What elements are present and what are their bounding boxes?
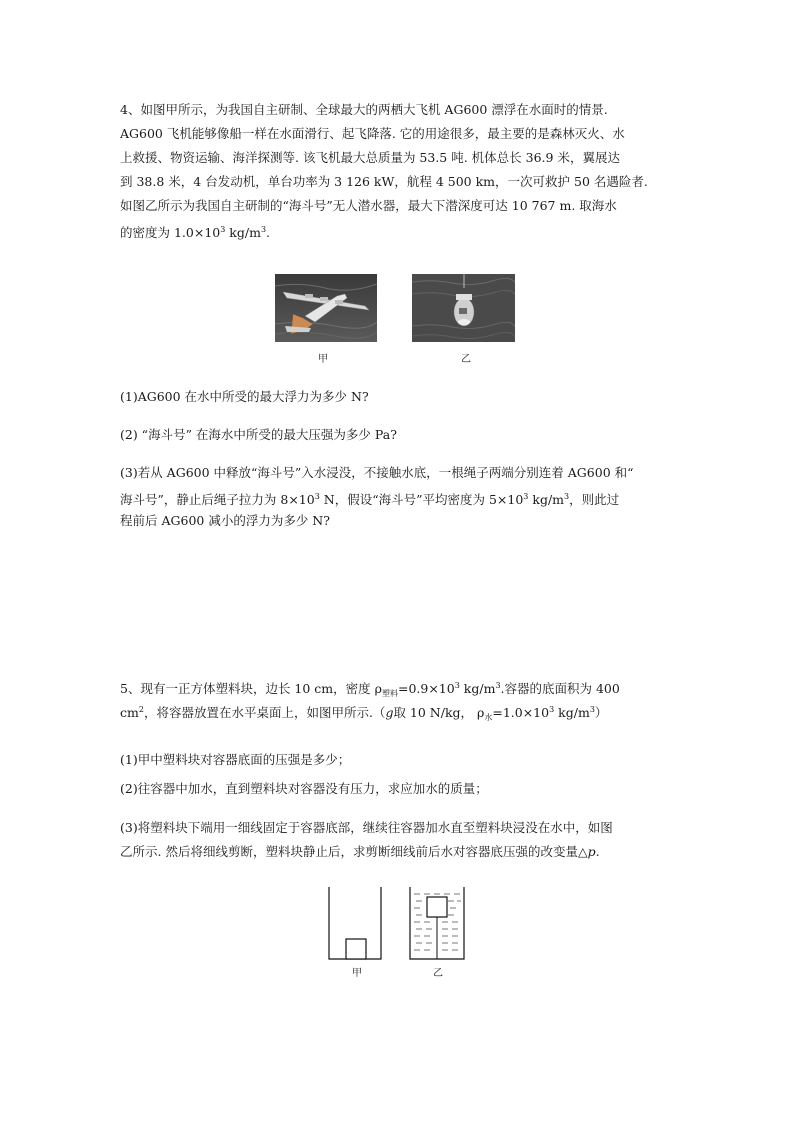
q4-sub-3-line-1: (3)若从 AG600 中释放“海斗号”入水浸没，不接触水底，一根绳子两端分别连着 AG600 和“ (120, 465, 634, 480)
q5-sub-3-line-1: (3)将塑料块下端用一细线固定于容器底部，继续往容器加水直至塑料块浸没在水中，如图 (120, 820, 613, 835)
q4-sub-3 (120, 461, 680, 533)
q5-line-2: $cm^2$，将容器放置在水平桌面上，如图甲所示.（g取 10 N/kg， $\rho_水=1.0\times 10^3$ $kg/m^3$） (120, 705, 608, 722)
caption-yi-q4: 乙 (461, 354, 471, 365)
container-figure-jia (325, 885, 385, 965)
q4-line-6: 的密度为 $1.0\times 10^3$ $kg/m^3$. (120, 225, 271, 240)
q4-line-5: 如图乙所示为我国自主研制的“海斗号”无人潜水器，最大下潜深度可达 10 767 m. 取海水 (120, 198, 617, 213)
q4-line-2: AG600 飞机能够像船一样在水面滑行、起飞降落. 它的用途很多，最主要的是森林灭火、水 (120, 126, 625, 141)
q5-sub-2: (2)往容器中加水，直到塑料块对容器没有压力，求应加水的质量； (120, 781, 488, 796)
question-5-text (120, 674, 680, 722)
q4-sub-2: (2) “海斗号” 在海水中所受的最大压强为多少 Pa? (120, 427, 397, 442)
caption-jia-q4: 甲 (318, 354, 328, 365)
caption-yi-q5: 乙 (433, 968, 443, 979)
seaplane-photo (275, 274, 377, 342)
container-figure-yi (406, 885, 468, 965)
question-4-text (120, 98, 680, 242)
q5-sub-3 (120, 816, 680, 864)
q5-line-1: 5、现有一正方体塑料块，边长 10 cm，密度 $\rho_{塑料}=0.9\times 10^3$ $kg/m^3$.容器的底面积为 400 (120, 681, 620, 698)
submersible-photo (412, 274, 515, 342)
q5-sub-3-line-2: 乙所示. 然后将细线剪断，塑料块静止后，求剪断细线前后水对容器底压强的改变量△p. (120, 844, 600, 859)
q4-sub-1: (1)AG600 在水中所受的最大浮力为多少 N? (120, 389, 369, 404)
q5-sub-1: (1)甲中塑料块对容器底面的压强是多少； (120, 752, 351, 767)
q4-line-4: 到 38.8 米，4 台发动机，单台功率为 3 126 kW，航程 4 500 km，一次可救护 50 名遇险者. (120, 174, 648, 189)
q4-line-3: 上救援、物资运输、海洋探测等. 该飞机最大总质量为 53.5 吨. 机体总长 36.9 米，翼展达 (120, 150, 620, 165)
q4-sub-3-line-3: 程前后 AG600 减小的浮力为多少 N? (120, 513, 330, 528)
q4-sub-3-line-2: 海斗号”，静止后绳子拉力为 $8\times 10^3$ N，假设“海斗号”平均密度为 $5\times 10^3$ $kg/m^3$，则此过 (120, 492, 620, 507)
q4-line-1: 4、如图甲所示，为我国自主研制、全球最大的两栖大飞机 AG600 漂浮在水面时的情景. (120, 102, 608, 117)
caption-jia-q5: 甲 (352, 968, 362, 979)
